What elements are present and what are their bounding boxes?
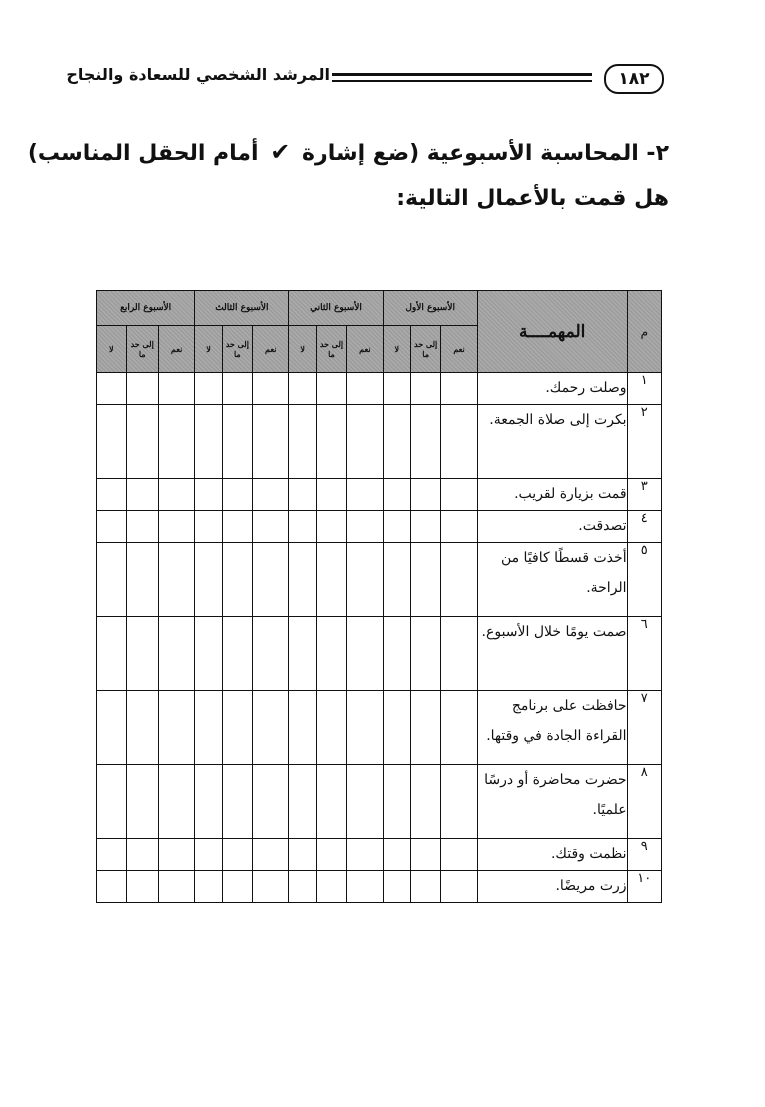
answer-box[interactable] [347, 617, 383, 691]
answer-box[interactable] [383, 543, 410, 617]
heading-suffix: أمام الحقل المناسب) [27, 141, 259, 166]
week-1-header: الأسبوع الأول [383, 291, 477, 326]
answer-box[interactable] [410, 871, 440, 903]
table-row [97, 691, 662, 765]
row-number: ٨ [627, 765, 661, 839]
option-no: لا [289, 326, 316, 373]
answer-box[interactable] [410, 373, 440, 405]
answer-box[interactable] [441, 511, 477, 543]
answer-box[interactable] [97, 765, 127, 839]
answer-box[interactable] [289, 765, 316, 839]
answer-box[interactable] [410, 617, 440, 691]
task-label: حضرت محاضرة أو درسًا علميًا. [477, 765, 627, 839]
answer-box[interactable] [383, 871, 410, 903]
option-yes: نعم [441, 326, 477, 373]
answer-box[interactable] [97, 405, 127, 479]
answer-box[interactable] [253, 373, 289, 405]
option-yes: نعم [253, 326, 289, 373]
answer-box[interactable] [316, 691, 346, 765]
answer-box[interactable] [222, 765, 252, 839]
answer-box[interactable] [195, 871, 222, 903]
answer-box[interactable] [347, 479, 383, 511]
answer-box[interactable] [158, 405, 194, 479]
week-3-header: الأسبوع الثالث [195, 291, 289, 326]
answer-box[interactable] [253, 839, 289, 871]
running-header [66, 62, 664, 98]
answer-box[interactable] [97, 511, 127, 543]
answer-box[interactable] [158, 691, 194, 765]
answer-box[interactable] [347, 543, 383, 617]
answer-box[interactable] [222, 691, 252, 765]
answer-box[interactable] [195, 765, 222, 839]
answer-box[interactable] [347, 871, 383, 903]
answer-box[interactable] [316, 617, 346, 691]
page-number: ١٨٢ [604, 64, 664, 94]
answer-box[interactable] [347, 839, 383, 871]
week-2-header: الأسبوع الثاني [289, 291, 383, 326]
answer-box[interactable] [158, 511, 194, 543]
col-number-header: م [627, 291, 661, 373]
task-label: قمت بزيارة لقريب. [477, 479, 627, 511]
answer-box[interactable] [441, 617, 477, 691]
answer-box[interactable] [441, 543, 477, 617]
answer-box[interactable] [383, 511, 410, 543]
answer-box[interactable] [195, 543, 222, 617]
answer-box[interactable] [97, 479, 127, 511]
answer-box[interactable] [222, 479, 252, 511]
answer-box[interactable] [126, 511, 158, 543]
task-label: حافظت على برنامج القراءة الجادة في وقتها. [477, 691, 627, 765]
task-rows [97, 373, 662, 903]
option-yes: نعم [347, 326, 383, 373]
answer-box[interactable] [347, 511, 383, 543]
task-label: أخذت قسطًا كافيًا من الراحة. [477, 543, 627, 617]
table-row [97, 839, 662, 871]
answer-box[interactable] [222, 511, 252, 543]
answer-box[interactable] [195, 373, 222, 405]
answer-box[interactable] [347, 373, 383, 405]
answer-box[interactable] [253, 405, 289, 479]
answer-box[interactable] [441, 405, 477, 479]
section-heading [27, 138, 669, 166]
heading-prefix: ٢- المحاسبة الأسبوعية (ضع إشارة [302, 141, 669, 166]
option-somewhat: إلى حد ما [316, 326, 346, 373]
option-yes: نعم [158, 326, 194, 373]
answer-box[interactable] [316, 839, 346, 871]
answer-box[interactable] [158, 543, 194, 617]
answer-box[interactable] [441, 839, 477, 871]
answer-box[interactable] [158, 871, 194, 903]
answer-box[interactable] [441, 479, 477, 511]
answer-box[interactable] [253, 765, 289, 839]
answer-box[interactable] [316, 373, 346, 405]
table-row [97, 617, 662, 691]
answer-box[interactable] [410, 479, 440, 511]
answer-box[interactable] [222, 839, 252, 871]
checkmark-icon: ✔ [270, 138, 291, 166]
row-number: ٩ [627, 839, 661, 871]
answer-box[interactable] [158, 617, 194, 691]
answer-box[interactable] [97, 543, 127, 617]
answer-box[interactable] [347, 405, 383, 479]
table-row [97, 543, 662, 617]
table-row [97, 373, 662, 405]
table-row [97, 765, 662, 839]
answer-box[interactable] [158, 765, 194, 839]
answer-box[interactable] [253, 871, 289, 903]
question-text: هل قمت بالأعمال التالية: [396, 186, 669, 211]
answer-box[interactable] [316, 765, 346, 839]
answer-box[interactable] [195, 839, 222, 871]
answer-box[interactable] [158, 839, 194, 871]
answer-box[interactable] [97, 691, 127, 765]
answer-box[interactable] [253, 617, 289, 691]
option-somewhat: إلى حد ما [126, 326, 158, 373]
answer-box[interactable] [347, 765, 383, 839]
option-somewhat: إلى حد ما [410, 326, 440, 373]
answer-box[interactable] [97, 839, 127, 871]
answer-box[interactable] [158, 373, 194, 405]
book-title: المرشد الشخصي للسعادة والنجاح [66, 65, 330, 84]
answer-box[interactable] [289, 405, 316, 479]
week-4-header: الأسبوع الرابع [97, 291, 195, 326]
answer-box[interactable] [347, 691, 383, 765]
table-row [97, 511, 662, 543]
answer-box[interactable] [195, 511, 222, 543]
answer-box[interactable] [126, 479, 158, 511]
answer-box[interactable] [253, 479, 289, 511]
row-number: ٤ [627, 511, 661, 543]
answer-box[interactable] [316, 871, 346, 903]
answer-box[interactable] [126, 691, 158, 765]
header-rule-thin [332, 80, 592, 82]
answer-box[interactable] [410, 511, 440, 543]
answer-box[interactable] [222, 871, 252, 903]
answer-box[interactable] [97, 373, 127, 405]
answer-box[interactable] [441, 691, 477, 765]
answer-box[interactable] [222, 405, 252, 479]
option-somewhat: إلى حد ما [222, 326, 252, 373]
answer-box[interactable] [289, 511, 316, 543]
answer-box[interactable] [383, 765, 410, 839]
answer-box[interactable] [289, 479, 316, 511]
task-label: تصدقت. [477, 511, 627, 543]
row-number: ٢ [627, 405, 661, 479]
row-number: ١٠ [627, 871, 661, 903]
answer-box[interactable] [97, 617, 127, 691]
answer-box[interactable] [383, 373, 410, 405]
answer-box[interactable] [195, 479, 222, 511]
answer-box[interactable] [383, 405, 410, 479]
answer-box[interactable] [410, 839, 440, 871]
answer-box[interactable] [222, 543, 252, 617]
answer-box[interactable] [253, 543, 289, 617]
col-task-header: المهمــــة [477, 291, 627, 373]
task-label: نظمت وقتك. [477, 839, 627, 871]
answer-box[interactable] [97, 871, 127, 903]
answer-box[interactable] [222, 373, 252, 405]
option-no: لا [195, 326, 222, 373]
answer-box[interactable] [195, 617, 222, 691]
task-label: صمت يومًا خلال الأسبوع. [477, 617, 627, 691]
answer-box[interactable] [410, 765, 440, 839]
answer-box[interactable] [289, 373, 316, 405]
answer-box[interactable] [441, 765, 477, 839]
task-label: زرت مريضًا. [477, 871, 627, 903]
option-no: لا [383, 326, 410, 373]
answer-box[interactable] [253, 691, 289, 765]
row-number: ٣ [627, 479, 661, 511]
answer-box[interactable] [126, 373, 158, 405]
weekly-review-table [96, 290, 662, 903]
answer-box[interactable] [289, 543, 316, 617]
option-no: لا [97, 326, 127, 373]
answer-box[interactable] [441, 871, 477, 903]
answer-box[interactable] [126, 405, 158, 479]
answer-box[interactable] [289, 871, 316, 903]
answer-box[interactable] [158, 479, 194, 511]
answer-box[interactable] [289, 839, 316, 871]
answer-box[interactable] [126, 543, 158, 617]
answer-box[interactable] [195, 691, 222, 765]
answer-box[interactable] [222, 617, 252, 691]
row-number: ٥ [627, 543, 661, 617]
answer-box[interactable] [126, 871, 158, 903]
answer-box[interactable] [289, 617, 316, 691]
answer-box[interactable] [441, 373, 477, 405]
table-row [97, 405, 662, 479]
header-rule [332, 73, 592, 76]
answer-box[interactable] [383, 479, 410, 511]
answer-box[interactable] [126, 617, 158, 691]
answer-box[interactable] [383, 691, 410, 765]
answer-box[interactable] [316, 511, 346, 543]
table-row [97, 479, 662, 511]
task-label: وصلت رحمك. [477, 373, 627, 405]
answer-box[interactable] [253, 511, 289, 543]
answer-box[interactable] [316, 543, 346, 617]
answer-box[interactable] [195, 405, 222, 479]
answer-box[interactable] [410, 691, 440, 765]
answer-box[interactable] [383, 617, 410, 691]
table-row [97, 871, 662, 903]
answer-box[interactable] [126, 765, 158, 839]
row-number: ١ [627, 373, 661, 405]
answer-box[interactable] [383, 839, 410, 871]
answer-box[interactable] [410, 405, 440, 479]
answer-box[interactable] [316, 405, 346, 479]
answer-box[interactable] [316, 479, 346, 511]
answer-box[interactable] [289, 691, 316, 765]
row-number: ٧ [627, 691, 661, 765]
answer-box[interactable] [410, 543, 440, 617]
answer-box[interactable] [126, 839, 158, 871]
task-label: بكرت إلى صلاة الجمعة. [477, 405, 627, 479]
row-number: ٦ [627, 617, 661, 691]
